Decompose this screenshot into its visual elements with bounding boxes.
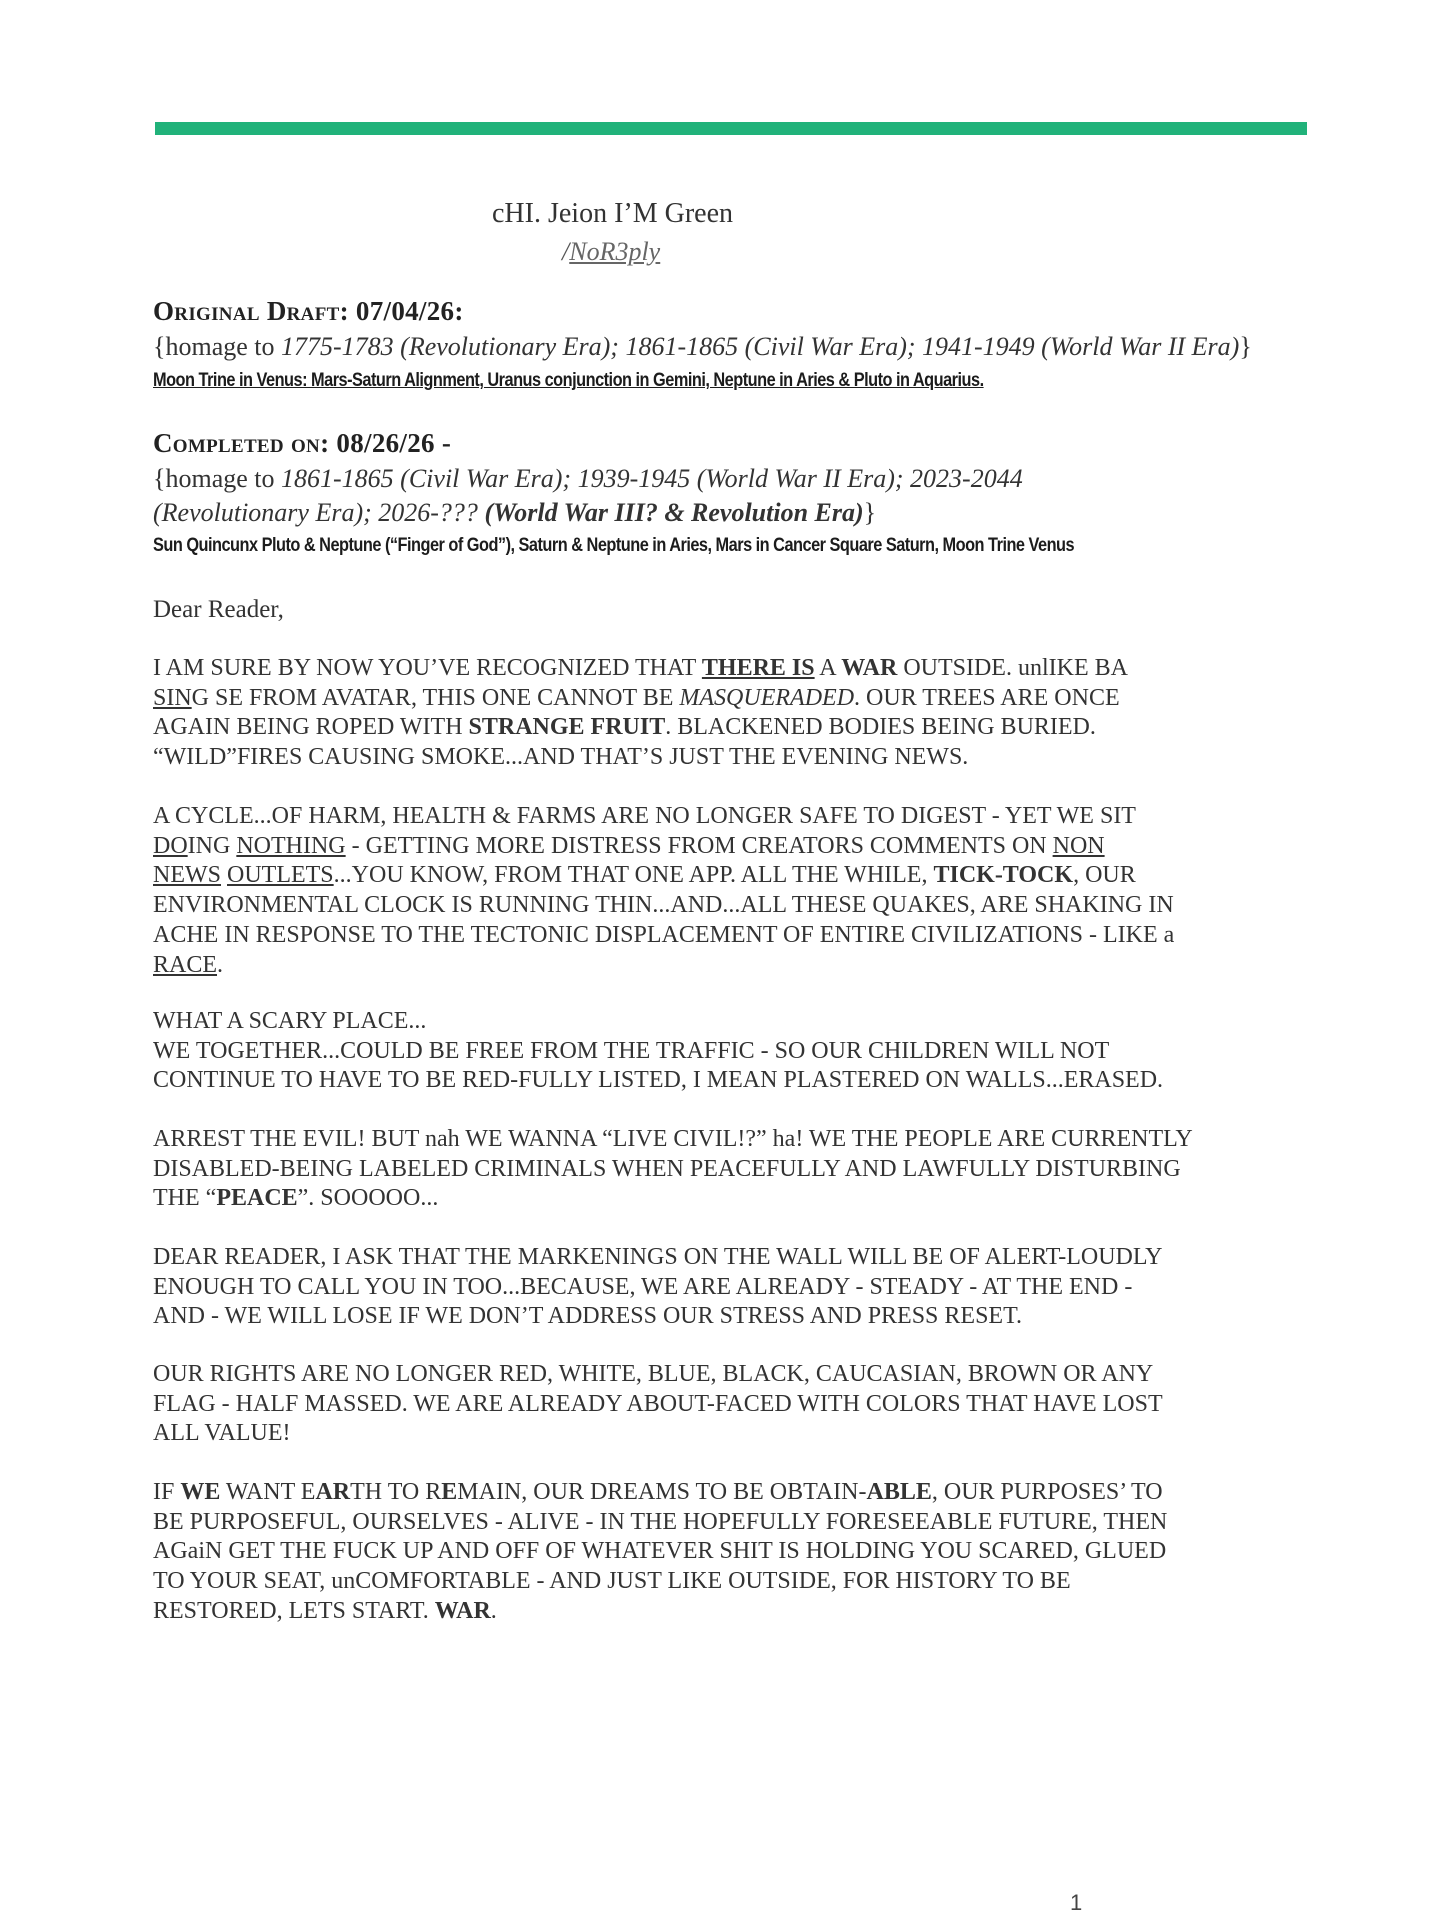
paragraph-4: ARREST THE EVIL! BUT nah WE WANNA “LIVE CIVIL!?” ha! WE THE PEOPLE ARE CURRENTLY DISABLED-BEING LABELED CRIMINALS WHEN PEACEFULLY AND LAWFULLY DISTURBING THE “PEACE”. SOOOOO... [153, 1126, 1193, 1212]
salutation: Dear Reader, [153, 596, 284, 623]
original-homage: {homage to 1775-1783 (Revolutionary Era); 1861-1865 (Civil War Era); 1941-1949 (World War II Era)} [153, 332, 1252, 361]
paragraph-1: I AM SURE BY NOW YOU’VE RECOGNIZED THAT THERE IS A WAR OUTSIDE. unlIKE BA SING SE FROM AVATAR, THIS ONE CANNOT BE MASQUERADED. OUR TREES ARE ONCE AGAIN BEING ROPED WITH STRANGE FRUIT. BLACKENED BODIES BEING BURIED. “WILD”FIRES CAUSING SMOKE...AND THAT’S JUST THE EVENING NEWS. [153, 655, 1128, 771]
paragraph-6: OUR RIGHTS ARE NO LONGER RED, WHITE, BLUE, BLACK, CAUCASIAN, BROWN OR ANY FLAG - HALF MASSED. WE ARE ALREADY ABOUT-FACED WITH COLORS THAT HAVE LOST ALL VALUE! [153, 1361, 1163, 1447]
paragraph-2: A CYCLE...OF HARM, HEALTH & FARMS ARE NO LONGER SAFE TO DIGEST - YET WE SIT DOING NOTHING - GETTING MORE DISTRESS FROM CREATORS COMMENTS ON NON NEWS OUTLETS...YOU KNOW, FROM THAT ONE APP. ALL THE WHILE, TICK-TOCK, OUR ENVIRONMENTAL CLOCK IS RUNNING THIN...AND...ALL THESE QUAKES, ARE SHAKING IN ACHE IN RESPONSE TO THE TECTONIC DISPLACEMENT OF ENTIRE CIVILIZATIONS - LIKE a RACE. [153, 803, 1175, 978]
page-number: 1 [1070, 1890, 1083, 1915]
paragraph-5: DEAR READER, I ASK THAT THE MARKENINGS ON THE WALL WILL BE OF ALERT-LOUDLY ENOUGH TO CALL YOU IN TOO...BECAUSE, WE ARE ALREADY - STEADY - AT THE END - AND - WE WILL LOSE IF WE DON’T ADDRESS OUR STRESS AND PRESS RESET. [153, 1244, 1163, 1330]
author-handle: /NoR3ply [562, 237, 661, 266]
original-draft-heading: Original Draft: 07/04/26: [153, 296, 464, 326]
original-astrology-note: Moon Trine in Venus: Mars-Saturn Alignment, Uranus conjunction in Gemini, Neptune in Aries & Pluto in Aquarius. [153, 370, 984, 391]
header-accent-rule [155, 122, 1307, 135]
completed-astrology-note: Sun Quincunx Pluto & Neptune (“Finger of God”), Saturn & Neptune in Aries, Mars in Cancer Square Saturn, Moon Trine Venus [153, 535, 1075, 556]
completed-on-heading: Completed on: 08/26/26 - [153, 428, 452, 458]
author-name: cHI. Jeion I’M Green [492, 198, 734, 229]
handle-link[interactable]: NoR3ply [569, 237, 661, 266]
paragraph-7: IF WE WANT EARTH TO REMAIN, OUR DREAMS TO BE OBTAIN-ABLE, OUR PURPOSES’ TO BE PURPOSEFUL, OURSELVES - ALIVE - IN THE HOPEFULLY FORESEEABLE FUTURE, THEN AGaiN GET THE FUCK UP AND OFF OF WHATEVER SHIT IS HOLDING YOU SCARED, GLUED TO YOUR SEAT, unCOMFORTABLE - AND JUST LIKE OUTSIDE, FOR HISTORY TO BE RESTORED, LETS START. WAR. [153, 1479, 1168, 1624]
paragraph-3: WHAT A SCARY PLACE... WE TOGETHER...COULD BE FREE FROM THE TRAFFIC - SO OUR CHILDREN WILL NOT CONTINUE TO HAVE TO BE RED-FULLY LISTED, I MEAN PLASTERED ON WALLS...ERASED. [153, 1008, 1164, 1094]
completed-homage: {homage to 1861-1865 (Civil War Era); 1939-1945 (World War II Era); 2023-2044 (Revolutionary Era); 2026-??? (World War III? & Revolution Era)} [153, 464, 1023, 527]
